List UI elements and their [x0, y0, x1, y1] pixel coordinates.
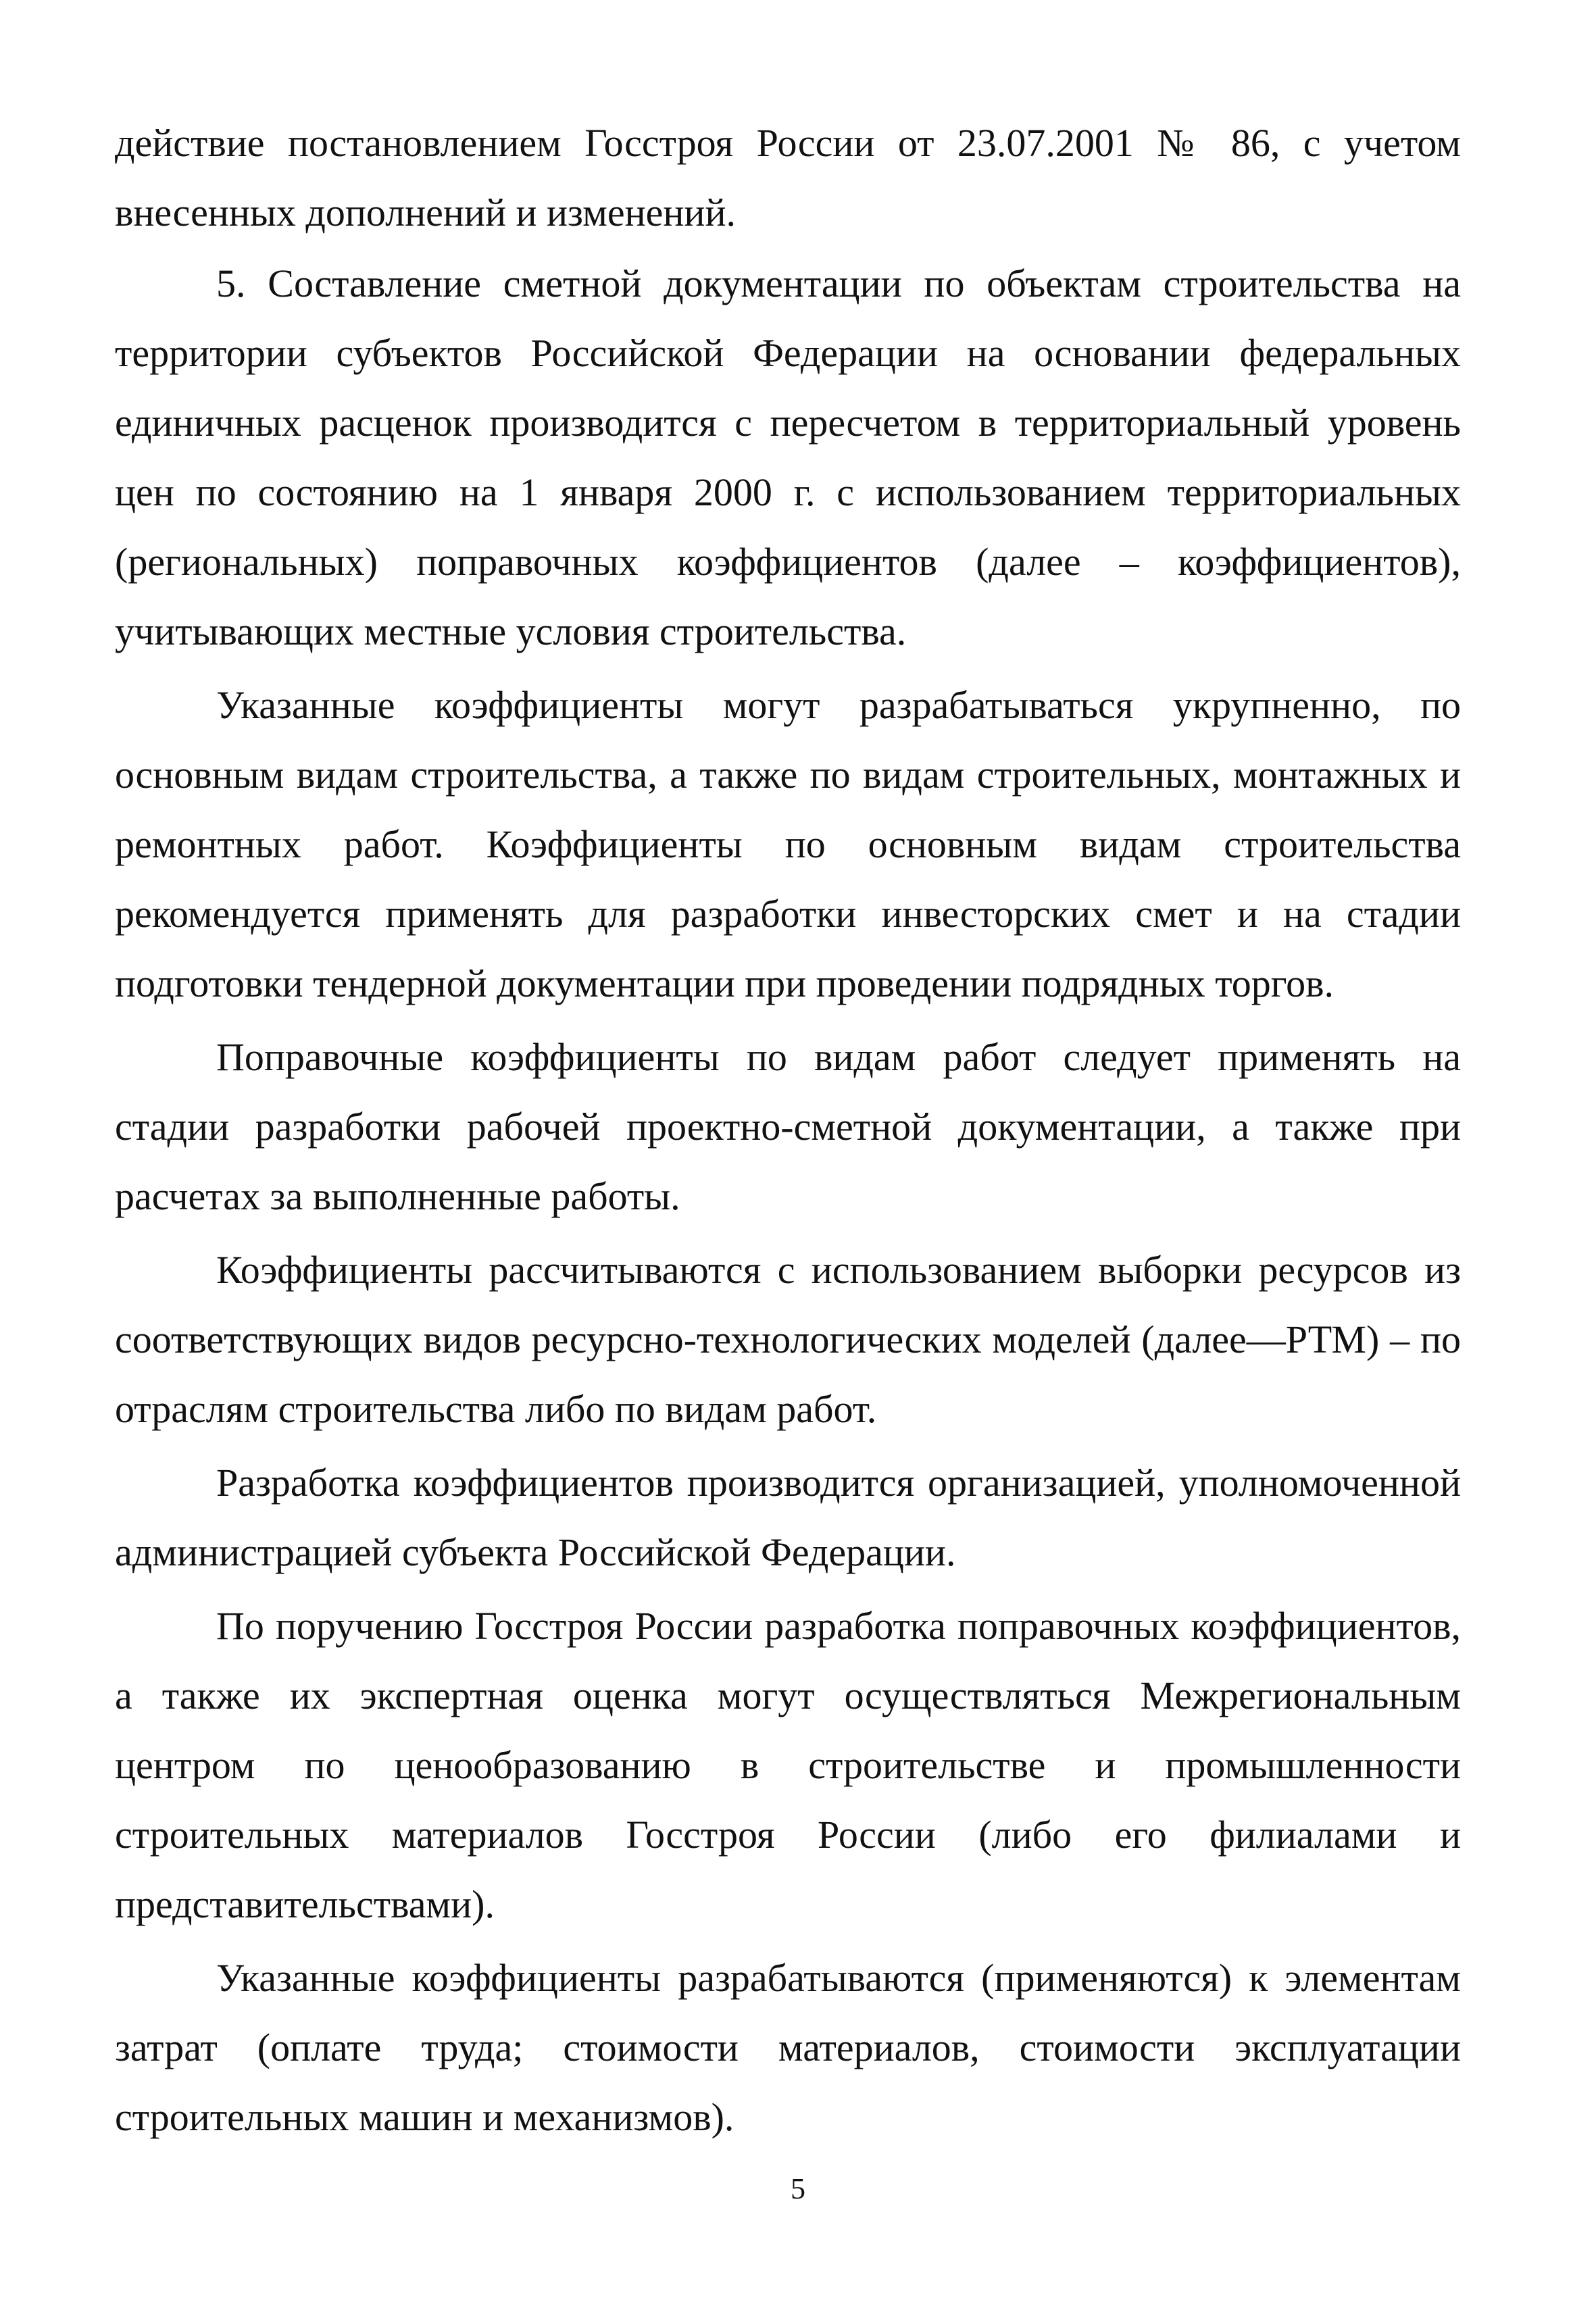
document-body — [115, 108, 1461, 2152]
paragraph-coefficients-calculation: Коэффициенты рассчитываются с использованием выборки ресурсов из соответствующих видов ресурсно-технологических моделей (далее—РТМ) – по отраслям строительства либо по видам работ. — [115, 1248, 1461, 1431]
paragraph-item-5: 5. Составление сметной документации по объектам строительства на территории субъектов Российской Федерации на основании федеральных единичных расценок производится с пересчетом в территориальный уровень цен по состоянию на 1 января 2000 г. с использованием территориальных (региональных) поправочных коэффициентов (далее – коэффициентов), учитывающих местные условия строительства. — [115, 261, 1461, 653]
paragraph-continuation: действие постановлением Госстроя России от 23.07.2001 № 86, с учетом внесенных дополнений и изменений. — [115, 121, 1461, 234]
paragraph-correction-coefficients: Поправочные коэффициенты по видам работ следует применять на стадии разработки рабочей проектно-сметной документации, а также при расчетах за выполненные работы. — [115, 1035, 1461, 1218]
page-number: 5 — [791, 2172, 805, 2205]
paragraph-coefficients-usage: Указанные коэффициенты могут разрабатываться укрупненно, по основным видам строительства, а также по видам строительных, монтажных и ремонтных работ. Коэффициенты по основным видам строительства рекомендуется применять для разработки инвесторских смет и на стадии подготовки тендерной документации при проведении подрядных торгов. — [115, 683, 1461, 1005]
paragraph-coefficients-development: Разработка коэффициентов производится организацией, уполномоченной администрацией субъекта Российской Федерации. — [115, 1461, 1461, 1574]
paragraph-cost-elements: Указанные коэффициенты разрабатываются (применяются) к элементам затрат (оплате труда; стоимости материалов, стоимости эксплуатации строительных машин и механизмов). — [115, 1956, 1461, 2139]
paragraph-gosstroy-assignment: По поручению Госстроя России разработка поправочных коэффициентов, а также их экспертная оценка могут осуществляться Межрегиональным центром по ценообразованию в строительстве и промышленности строительных материалов Госстроя России (либо его филиалами и представительствами). — [115, 1604, 1461, 1926]
